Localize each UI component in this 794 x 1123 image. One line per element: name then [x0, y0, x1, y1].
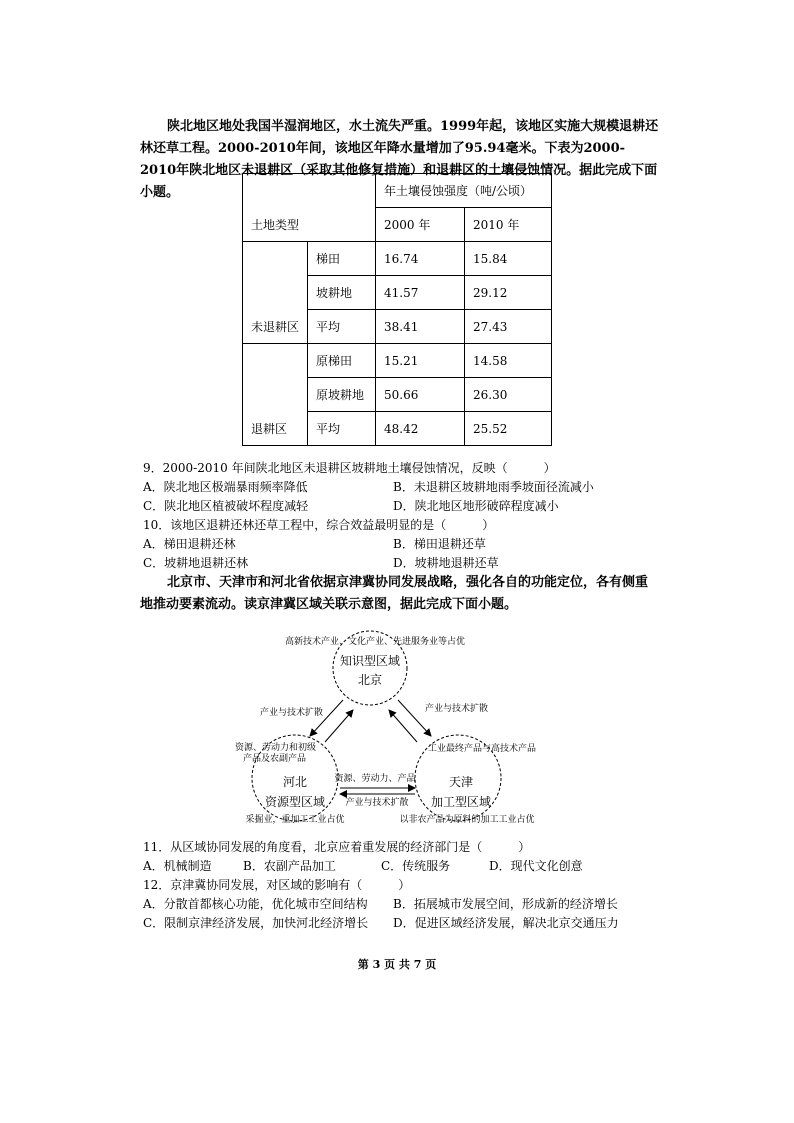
hebei-note: 采掘业，重加工工业占优: [245, 815, 345, 825]
table-cell: 27.43: [465, 310, 552, 344]
question-10: [143, 516, 663, 573]
question-9: [143, 459, 663, 516]
jingjinji-diagram: [225, 628, 565, 830]
left-flow-label: 产业与技术扩散: [260, 708, 324, 718]
table-cell: 14.58: [465, 344, 552, 378]
table-cell: 48.42: [376, 412, 465, 446]
table-cell: 41.57: [376, 276, 465, 310]
beijing-name: 北京: [357, 673, 383, 687]
question-12: [143, 876, 663, 933]
question-stem: 10．该地区退耕还林还草工程中，综合效益最明显的是（ ）: [143, 518, 495, 532]
table-cell: 29.12: [465, 276, 552, 310]
mid-bottom-label: 产业与技术扩散: [345, 798, 409, 808]
option-b: B．农副产品加工: [243, 859, 336, 873]
option-c: C．陕北地区植被破坏程度减轻: [143, 499, 309, 513]
option-a: A．梯田退耕还林: [143, 537, 236, 551]
option-c: C．坡耕地退耕还林: [143, 556, 249, 570]
hebei-type: 资源型区域: [264, 795, 326, 809]
arrow-beijing-to-hebei: [310, 700, 343, 736]
table-cell: 原梯田: [308, 344, 376, 378]
table-cell: 25.52: [465, 412, 552, 446]
table-cell: 梯田: [308, 242, 376, 276]
table-cell: 原坡耕地: [308, 378, 376, 412]
table-cell: 15.21: [376, 344, 465, 378]
option-d: D．坡耕地退耕还草: [393, 556, 499, 570]
table-cell: 50.66: [376, 378, 465, 412]
hebei-input-line1: 资源、劳动力和初级: [235, 743, 317, 753]
option-a: A．机械制造: [143, 859, 212, 873]
hebei-input-line2: 产品及农副产品: [243, 754, 307, 764]
table-cell: 38.41: [376, 310, 465, 344]
option-c: C．传统服务: [381, 859, 451, 873]
option-a: A．分散首都核心功能，优化城市空间结构: [143, 897, 368, 911]
hebei-name: 河北: [282, 775, 308, 789]
passage-2-text: 北京市、天津市和河北省依据京津冀协同发展战略，强化各自的功能定位，各有侧重地推动要素流动。读京津冀区域关联示意图，据此完成下面小题。: [140, 575, 649, 612]
beijing-note: 高新技术产业、文化产业、先进服务业等占优: [284, 637, 466, 647]
table-cell: 坡耕地: [308, 276, 376, 310]
question-stem: 11．从区域协同发展的角度看，北京应着重发展的经济部门是（ ）: [143, 840, 531, 854]
beijing-type: 知识型区域: [339, 654, 401, 668]
tianjin-name: 天津: [448, 775, 474, 789]
table-cell: 26.30: [465, 378, 552, 412]
mid-top-label: 资源、劳动力、产品: [334, 774, 416, 784]
option-d: D．促进区域经济发展，解决北京交通压力: [393, 916, 619, 930]
option-b: B．未退耕区坡耕地雨季坡面径流减小: [393, 480, 594, 494]
option-d: D．陕北地区地形破碎程度减小: [393, 499, 559, 513]
table-cell: 平均: [308, 310, 376, 344]
table-cell: 平均: [308, 412, 376, 446]
table-cell: 16.74: [376, 242, 465, 276]
group-returned: 退耕区: [243, 344, 308, 446]
tianjin-note: 以非农产品为原料的加工工业占优: [399, 815, 535, 825]
passage-2: [140, 572, 660, 616]
option-b: B．梯田退耕还草: [393, 537, 486, 551]
right-flow-label: 产业与技术扩散: [425, 704, 489, 714]
year-2000-header: 2000 年: [376, 208, 465, 242]
passage-1-text: 陕北地区地处我国半湿润地区，水土流失严重。1999年起，该地区实施大规模退耕还林还草工程。2000-2010年间，该地区年降水量增加了95.94毫米。下表为2000-2010年陕北地区未退耕区（采取其他修复措施）和退耕区的土壤侵蚀情况。据此完成下面小题。: [140, 119, 659, 200]
tianjin-input-label: 工业最终产品与高技术产品: [428, 744, 537, 754]
soil-erosion-table: [242, 173, 552, 446]
page-footer: 第 3 页 共 7 页: [357, 958, 437, 971]
arrow-tianjin-to-beijing: [389, 710, 417, 742]
year-2010-header: 2010 年: [465, 208, 552, 242]
option-a: A．陕北地区极端暴雨频率降低: [143, 480, 308, 494]
question-stem: 9．2000-2010 年间陕北地区未退耕区坡耕地土壤侵蚀情况，反映（ ）: [143, 461, 556, 475]
erosion-header: 年土壤侵蚀强度（吨/公顷）: [376, 174, 552, 208]
land-type-header: 土地类型: [243, 174, 376, 242]
option-b: B．拓展城市发展空间，形成新的经济增长: [393, 897, 618, 911]
option-c: C．限制京津经济发展，加快河北经济增长: [143, 916, 369, 930]
table-cell: 15.84: [465, 242, 552, 276]
group-unreturned: 未退耕区: [243, 242, 308, 344]
question-11: [143, 838, 663, 876]
question-stem: 12．京津冀协同发展，对区域的影响有（ ）: [143, 878, 411, 892]
tianjin-type: 加工型区域: [430, 795, 492, 809]
option-d: D．现代文化创意: [489, 859, 583, 873]
